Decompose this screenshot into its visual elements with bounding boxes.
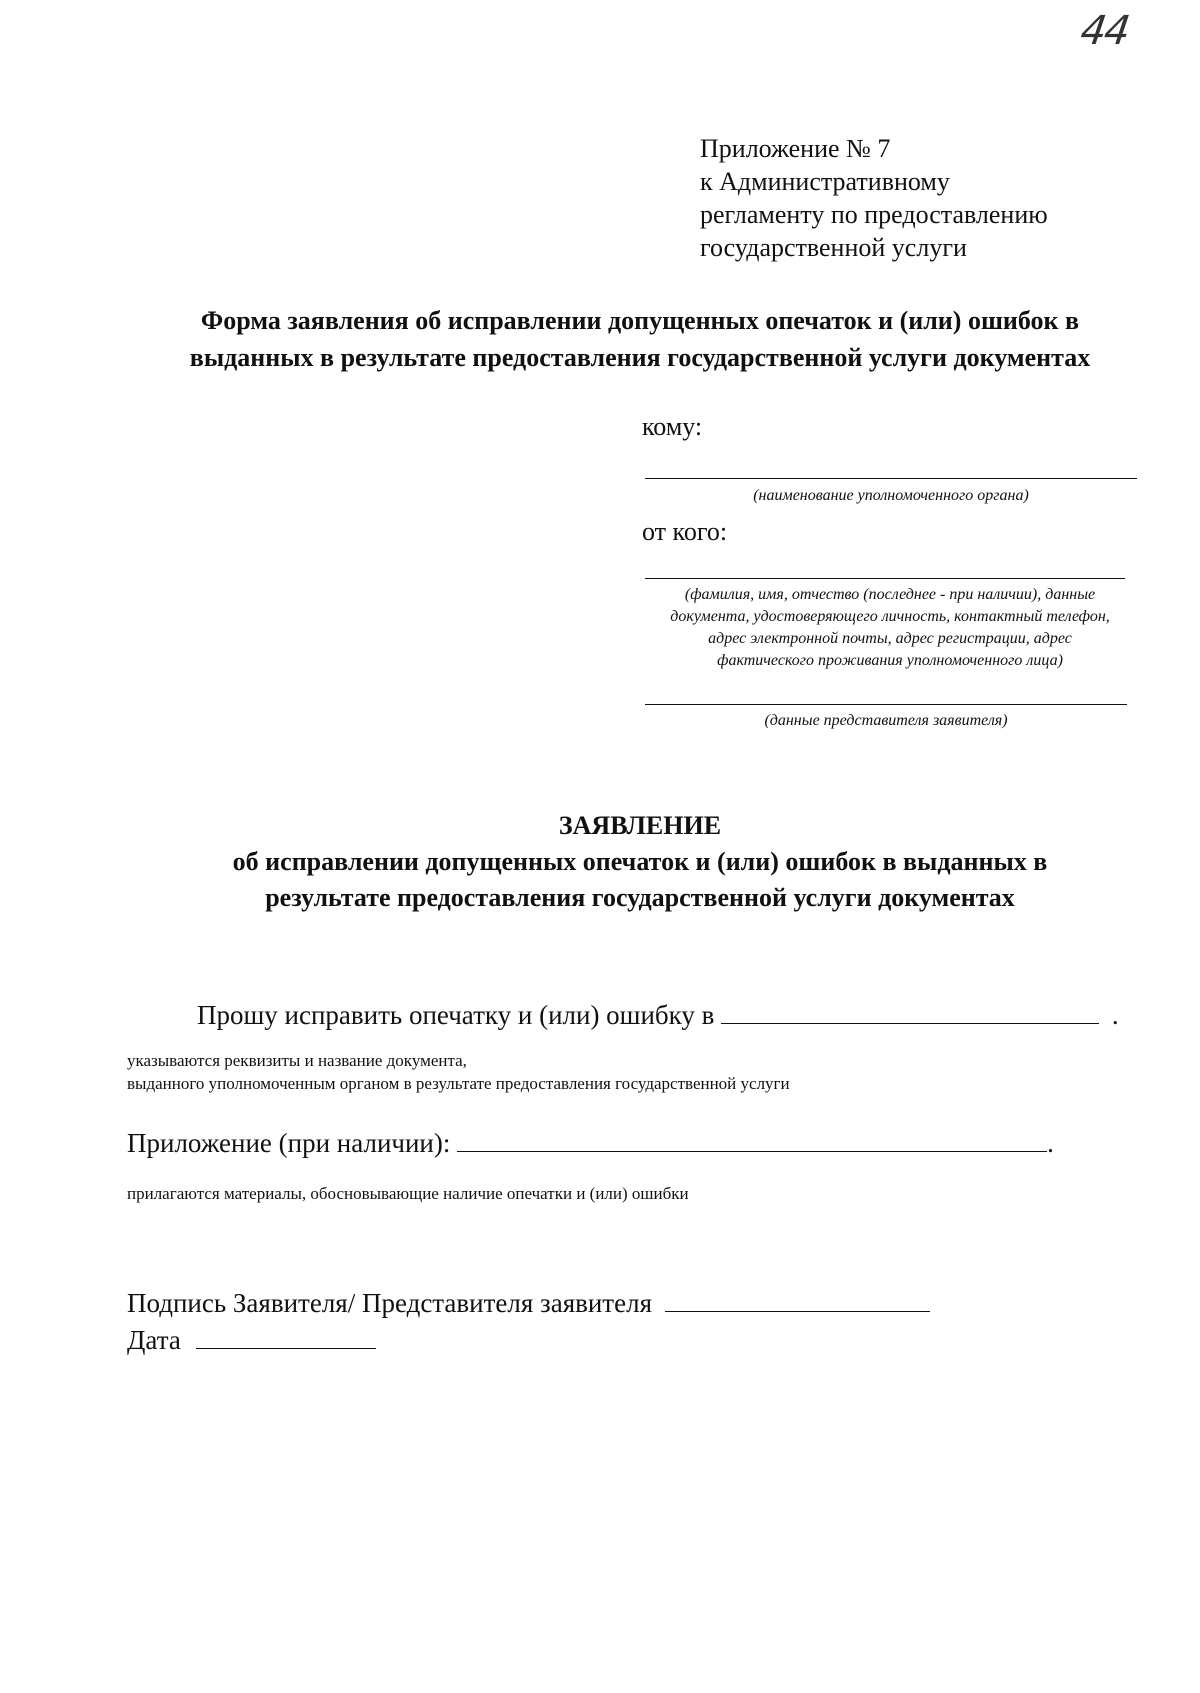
from-caption [640,584,1140,672]
page-number: 44 [1077,8,1132,54]
appendix-line: Приложение № 7 [700,134,891,163]
representative-caption: (данные представителя заявителя) [764,712,1008,729]
signature-line [127,1288,930,1319]
representative-field-line[interactable] [645,704,1127,705]
request-note-line: выданного уполномоченным органом в результате предоставления государственной услуги [127,1074,790,1093]
signature-label: Подпись Заявителя/ Представителя заявителя [127,1288,652,1318]
to-label: кому: [642,412,703,441]
request-document-field[interactable] [721,1022,1099,1024]
attachment-line [127,1128,1054,1159]
attachment-end-mark: . [1047,1128,1054,1158]
attachment-note: прилагаются материалы, обосновывающие наличие опечатки и (или) ошибки [127,1184,689,1203]
statement-title: ЗАЯВЛЕНИЕ [558,811,722,840]
request-note-line: указываются реквизиты и название документа, [127,1051,467,1070]
appendix-header [700,132,1048,264]
appendix-line: к Административному [700,167,950,196]
from-caption-line: (фамилия, имя, отчество (последнее - при наличии), данные [684,586,1096,603]
appendix-line: государственной услуги [700,233,967,262]
date-line [127,1325,376,1356]
from-field-line[interactable] [645,578,1125,579]
from-caption-line: фактического проживания уполномоченного лица) [717,652,1063,669]
from-caption-line: адрес электронной почты, адрес регистрации, адрес [708,630,1072,647]
attachment-label: Приложение (при наличии): [127,1128,451,1158]
appendix-line: регламенту по предоставлению [700,200,1048,229]
statement-subtitle-line: об исправлении допущенных опечаток и (или) ошибок в выданных в [232,847,1048,876]
request-end-mark: . [1111,1000,1119,1030]
form-title-line: Форма заявления об исправлении допущенных опечаток и (или) ошибок в [200,306,1080,335]
form-title [140,302,1140,376]
request-line [197,1000,1119,1031]
date-label: Дата [127,1325,181,1355]
statement-heading [140,808,1140,916]
to-caption: (наименование уполномоченного органа) [753,487,1029,504]
form-title-line: выданных в результате предоставления государственной услуги документах [189,343,1091,372]
from-label: от кого: [642,517,728,546]
request-note [127,1049,790,1095]
statement-subtitle-line: результате предоставления государственной услуги документах [265,883,1015,912]
to-field-line[interactable] [645,478,1137,479]
request-text: Прошу исправить опечатку и (или) ошибку в [197,1000,715,1030]
from-caption-line: документа, удостоверяющего личность, контактный телефон, [670,608,1110,625]
signature-field[interactable] [665,1310,930,1312]
date-field[interactable] [196,1347,376,1349]
attachment-field[interactable] [457,1150,1047,1152]
